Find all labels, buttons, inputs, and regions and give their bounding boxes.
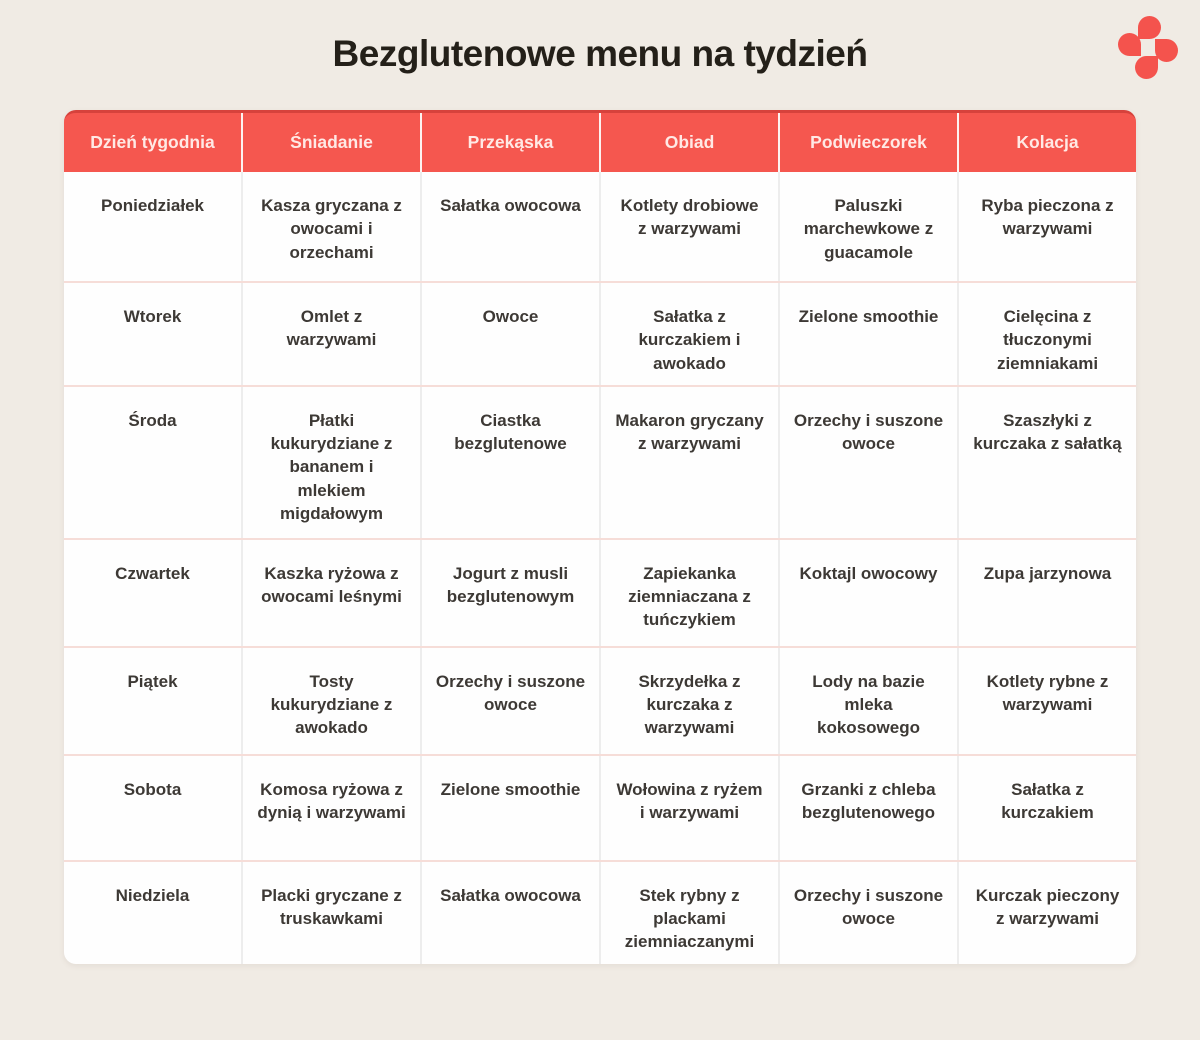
header-cell-0: Dzień tygodnia bbox=[90, 132, 215, 152]
table-row bbox=[64, 540, 1136, 648]
meal-cell: Zielone smoothie bbox=[420, 756, 599, 860]
day-cell: Sobota bbox=[123, 779, 182, 799]
meal-cell: Omlet z warzywami bbox=[241, 283, 420, 385]
meal-cell: Jogurt z musli bezglutenowym bbox=[420, 540, 599, 646]
meal-cell: Paluszki marchewkowe z guacamole bbox=[778, 172, 957, 281]
meal-cell: Zielone smoothie bbox=[778, 283, 957, 385]
meal-cell: Sałatka owocowa bbox=[420, 862, 599, 964]
meal-cell: Skrzydełka z kurczaka z warzywami bbox=[599, 648, 778, 754]
header-cell-3: Obiad bbox=[599, 113, 778, 172]
weekly-menu-table bbox=[64, 110, 1136, 964]
table-row bbox=[64, 862, 1136, 964]
table-row bbox=[64, 387, 1136, 540]
logo-petal-right-icon bbox=[1155, 39, 1178, 62]
logo-petal-bottom-icon bbox=[1135, 56, 1158, 79]
day-cell: Poniedziałek bbox=[101, 196, 204, 215]
meal-cell: Wołowina z ryżem i warzywami bbox=[599, 756, 778, 860]
meal-cell: Cielęcina z tłuczonymi ziemniakami bbox=[957, 283, 1136, 385]
meal-cell: Sałatka owocowa bbox=[420, 172, 599, 281]
meal-cell: Kotlety rybne z warzywami bbox=[957, 648, 1136, 754]
meal-cell: Zupa jarzynowa bbox=[957, 540, 1136, 646]
meal-cell: Ciastka bezglutenowe bbox=[420, 387, 599, 538]
meal-cell: Tosty kukurydziane z awokado bbox=[241, 648, 420, 754]
four-petal-logo-icon bbox=[1118, 14, 1178, 80]
meal-cell: Komosa ryżowa z dynią i warzywami bbox=[241, 756, 420, 860]
day-cell: Niedziela bbox=[115, 885, 190, 905]
meal-cell: Kotlety drobiowe z warzywami bbox=[599, 172, 778, 281]
day-cell: Wtorek bbox=[123, 307, 182, 326]
meal-cell: Szaszłyki z kurczaka z sałatką bbox=[957, 387, 1136, 538]
logo-petal-top-icon bbox=[1138, 16, 1161, 39]
table-header-row bbox=[64, 110, 1136, 172]
meal-cell: Kaszka ryżowa z owocami leśnymi bbox=[241, 540, 420, 646]
meal-cell: Koktajl owocowy bbox=[778, 540, 957, 646]
meal-cell: Orzechy i suszone owoce bbox=[778, 862, 957, 964]
table-row bbox=[64, 756, 1136, 862]
table-row bbox=[64, 283, 1136, 387]
meal-cell: Zapiekanka ziemniaczana z tuńczykiem bbox=[599, 540, 778, 646]
meal-cell: Lody na bazie mleka kokosowego bbox=[778, 648, 957, 754]
page-title: Bezglutenowe menu na tydzień bbox=[332, 33, 868, 74]
day-cell: Czwartek bbox=[115, 563, 190, 583]
table-row bbox=[64, 172, 1136, 283]
meal-cell: Makaron gryczany z warzywami bbox=[599, 387, 778, 538]
header-cell-2: Przekąska bbox=[420, 113, 599, 172]
header-cell-5: Kolacja bbox=[957, 113, 1136, 172]
meal-cell: Ryba pieczona z warzywami bbox=[957, 172, 1136, 281]
meal-cell: Grzanki z chleba bezglutenowego bbox=[778, 756, 957, 860]
meal-cell: Owoce bbox=[420, 283, 599, 385]
meal-cell: Sałatka z kurczakiem i awokado bbox=[599, 283, 778, 385]
meal-cell: Kurczak pieczony z warzywami bbox=[957, 862, 1136, 964]
meal-cell: Stek rybny z plackami ziemniaczanymi bbox=[599, 862, 778, 964]
table-body bbox=[64, 172, 1136, 964]
meal-cell: Sałatka z kurczakiem bbox=[957, 756, 1136, 860]
meal-cell: Płatki kukurydziane z bananem i mlekiem migdałowym bbox=[241, 387, 420, 538]
header-cell-1: Śniadanie bbox=[241, 113, 420, 172]
meal-cell: Placki gryczane z truskawkami bbox=[241, 862, 420, 964]
header-cell-4: Podwieczorek bbox=[778, 113, 957, 172]
logo-petal-left-icon bbox=[1118, 33, 1141, 56]
day-cell: Piątek bbox=[127, 671, 178, 691]
meal-cell: Orzechy i suszone owoce bbox=[420, 648, 599, 754]
meal-cell: Orzechy i suszone owoce bbox=[778, 387, 957, 538]
meal-cell: Kasza gryczana z owocami i orzechami bbox=[241, 172, 420, 281]
table-row bbox=[64, 648, 1136, 756]
day-cell: Środa bbox=[128, 410, 177, 430]
